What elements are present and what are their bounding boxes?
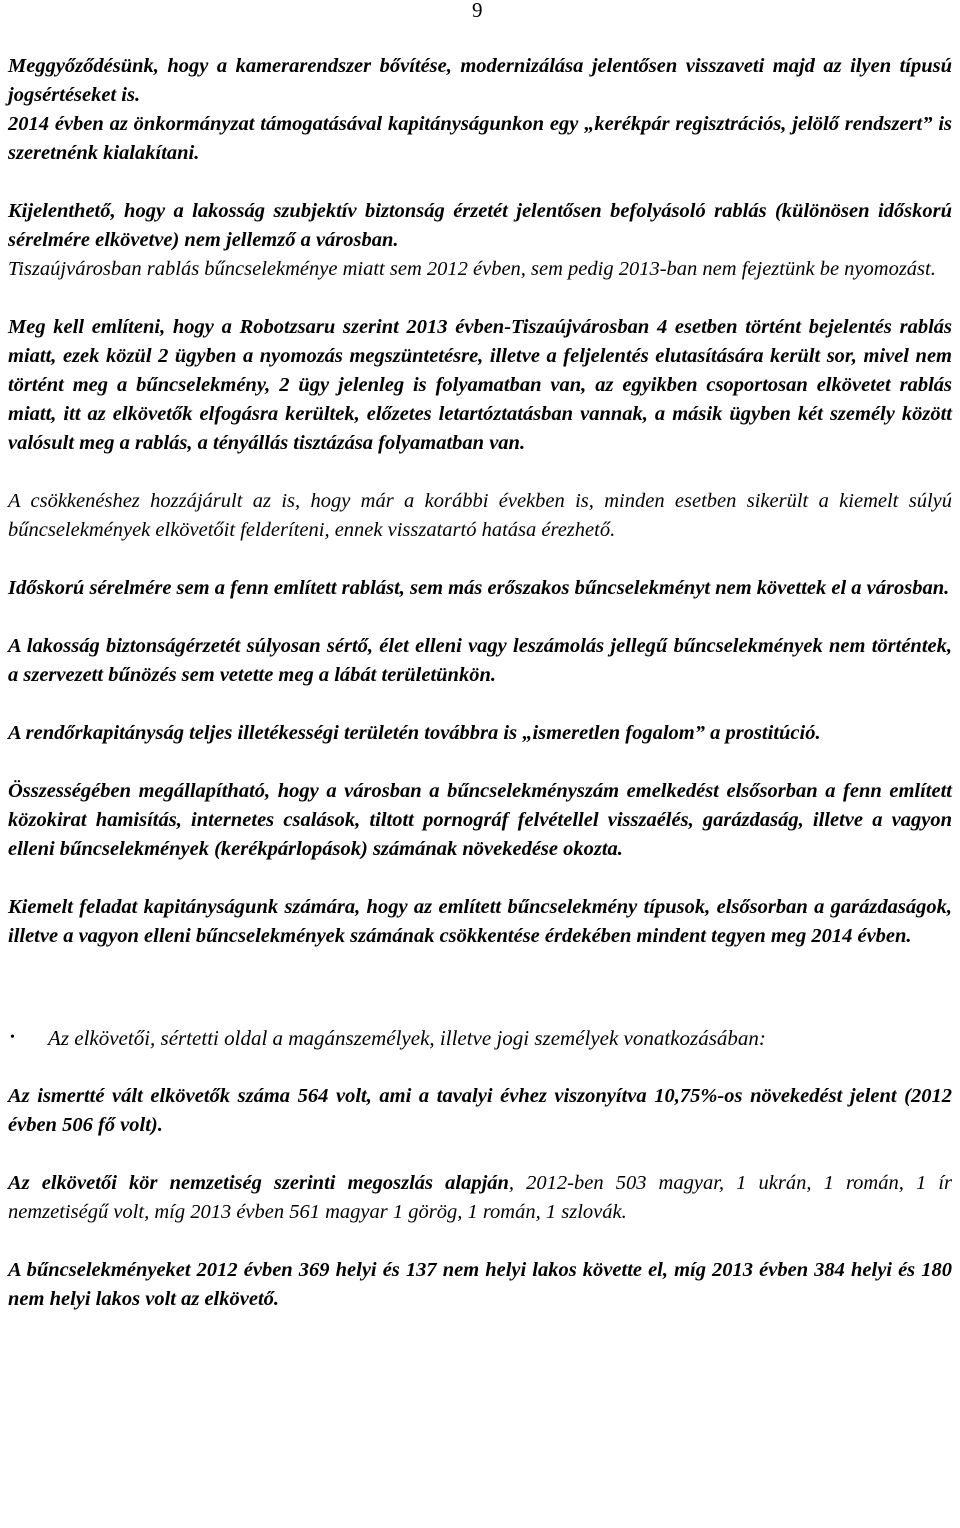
bullet-heading-text: Az elkövetői, sértetti oldal a magánszemélyek, illetve jogi személyek vonatkozásában: bbox=[48, 1026, 766, 1050]
paragraph-prostitution: A rendőrkapitányság teljes illetékességi területén továbbra is „ismeretlen fogalom” a prostitúció. bbox=[8, 722, 821, 744]
page-number: 9 bbox=[472, 0, 483, 22]
paragraph-nationality-lead: Az elkövetői kör nemzetiség szerinti megoszlás alapján bbox=[8, 1172, 509, 1194]
paragraph-camera-system bbox=[8, 52, 952, 168]
paragraph-decrease: A csökkenéshez hozzájárult az is, hogy már a korábbi években is, minden esetben sikerült a kiemelt súlyú bűncselekmények elkövetőit felderíteni, ennek visszatartó hatása érezhető. bbox=[8, 490, 952, 541]
paragraph-priority-task: Kiemelt feladat kapitányságunk számára, hogy az említett bűncselekmény típusok, elsősorban a garázdaságok, illetve a vagyon elleni bűncselekmények számának csökkentése érdekében mindent tegyen meg 2014 évben. bbox=[8, 896, 952, 947]
paragraph-camera-system-text: Meggyőződésünk, hogy a kamerarendszer bővítése, modernizálása jelentősen visszaveti majd az ilyen típusú jogsértéseket is. bbox=[8, 55, 952, 106]
paragraph-robotzsaru: Meg kell említeni, hogy a Robotzsaru szerint 2013 évben-Tiszaújvárosban 4 esetben történt bejelentés rablás miatt, ezek közül 2 ügyben a nyomozás megszüntetésre, illetve a feljelentés elutasítására került sor, mivel nem történt meg a bűncselekmény, 2 ügy jelenleg is folyamatban van, az egyikben csoportosan elkövetet rablás miatt, itt az elkövetők elfogásra kerültek, előzetes letartóztatásban vannak, a másik ügyben két személy között valósult meg a rablás, a tényállás tisztázása folyamatban van. bbox=[8, 316, 952, 454]
paragraph-security-feeling: A lakosság biztonságérzetét súlyosan sértő, élet elleni vagy leszámolás jellegű bűncselekmények nem történtek, a szervezett bűnözés sem vetette meg a lábát területünkön. bbox=[8, 635, 952, 686]
paragraph-robbery-statement-text: Kijelenthető, hogy a lakosság szubjektív biztonság érzetét jelentősen befolyásoló rablás (különösen időskorú sérelmére elkövetve) nem jellemző a városban. bbox=[8, 200, 952, 251]
paragraph-summary: Összességében megállapítható, hogy a városban a bűncselekményszám emelkedést elsősorban a fenn említett közokirat hamisítás, internetes csalások, tiltott pornográf felvétellel visszaélés, garázdaság, illetve a vagyon elleni bűncselekmények (kerékpárlopások) számának növekedése okozta. bbox=[8, 780, 952, 860]
bullet-icon: • bbox=[10, 1030, 15, 1045]
paragraph-bike-registration-text: 2014 évben az önkormányzat támogatásával kapitányságunkon egy „kerékpár regisztrációs, jelölő rendszert” is szeretnénk kialakítani. bbox=[8, 113, 952, 164]
paragraph-nationality bbox=[8, 1169, 952, 1227]
document-body bbox=[8, 52, 952, 1314]
paragraph-elderly: Időskorú sérelmére sem a fenn említett rablást, sem más erőszakos bűncselekményt nem követtek el a városban. bbox=[8, 577, 950, 599]
paragraph-no-investigation-text: Tiszaújvárosban rablás bűncselekménye miatt sem 2012 évben, sem pedig 2013-ban nem fejeztünk be nyomozást. bbox=[8, 258, 936, 280]
paragraph-local-residents: A bűncselekményeket 2012 évben 369 helyi és 137 nem helyi lakos követte el, míg 2013 évben 384 helyi és 180 nem helyi lakos volt az elkövető. bbox=[8, 1259, 952, 1310]
paragraph-robbery-statement bbox=[8, 197, 952, 284]
bullet-heading bbox=[8, 1023, 952, 1053]
paragraph-nationality-rest: , 2012-ben 503 magyar, 1 ukrán, 1 román, 1 ír nemzetiségű volt, míg 2013 évben 561 magyar 1 görög, 1 román, 1 szlovák. bbox=[8, 1172, 952, 1223]
paragraph-offender-count: Az ismertté vált elkövetők száma 564 volt, ami a tavalyi évhez viszonyítva 10,75%-os növekedést jelent (2012 évben 506 fő volt). bbox=[8, 1085, 952, 1136]
